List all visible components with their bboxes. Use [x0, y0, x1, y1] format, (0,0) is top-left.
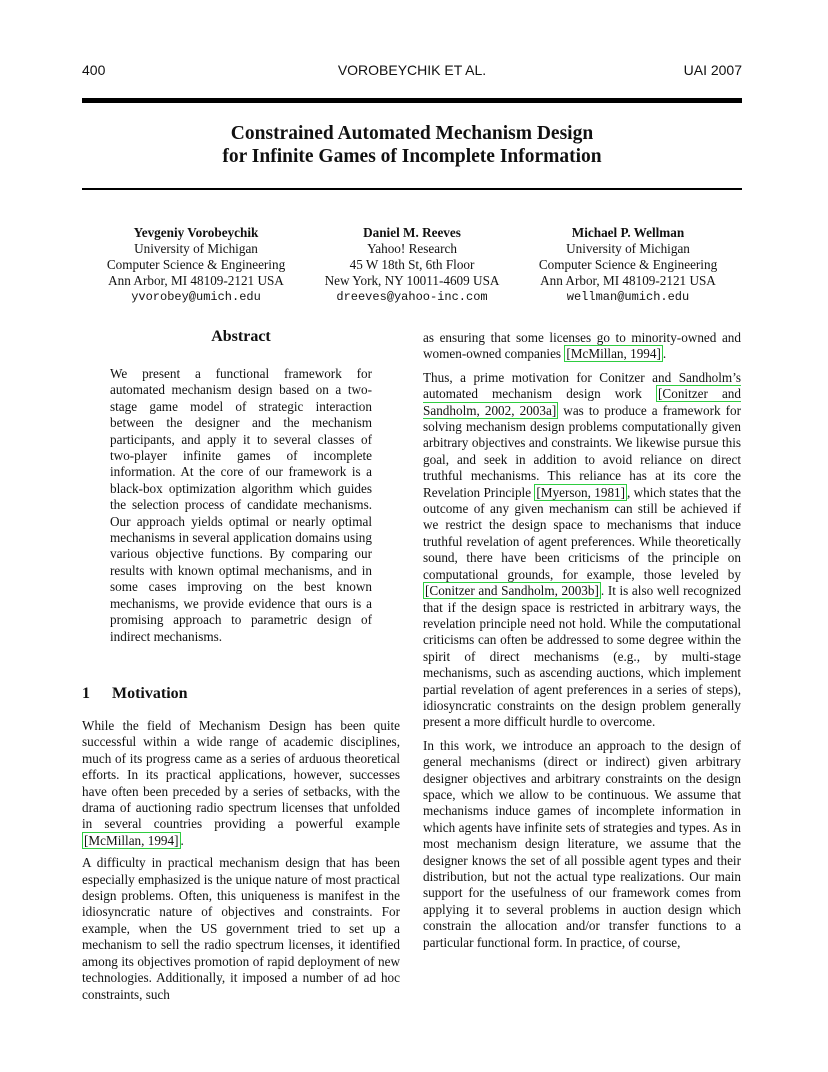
author-affiliation: University of Michigan	[566, 241, 690, 256]
author-name: Michael P. Wellman	[571, 225, 685, 240]
running-header	[82, 62, 742, 80]
citation-link[interactable]: [Conitzer and Sandholm, 2002, 2003a]	[423, 386, 741, 418]
author-email: dreeves@yahoo-inc.com	[336, 290, 488, 304]
author-affiliation: Yahoo! Research	[367, 241, 457, 256]
page-number: 400	[82, 62, 106, 78]
author-affiliation: Computer Science & Engineering	[106, 257, 286, 272]
citation-link[interactable]: [McMillan, 1994]	[566, 346, 661, 362]
left-column	[82, 718, 400, 1003]
section-number: 1	[82, 685, 90, 702]
author-email: wellman@umich.edu	[566, 290, 690, 304]
author-2	[310, 225, 514, 305]
title-rule	[82, 188, 742, 190]
author-email: yvorobey@umich.edu	[131, 290, 261, 304]
author-block	[82, 225, 742, 311]
title-line-1: Constrained Automated Mechanism Design	[230, 123, 594, 144]
citation-link[interactable]: [Conitzer and Sandholm, 2003b]	[425, 583, 599, 599]
author-affiliation: University of Michigan	[134, 241, 258, 256]
right-column	[423, 330, 741, 951]
abstract-heading: Abstract	[211, 328, 271, 345]
paragraph: In this work, we introduce an approach to the design of general mechanisms (direct or indirect) given arbitrary designer objectives and arbitrary constraints on the design space, which we allow to be continuous. We assume that mechanisms induce games of incomplete information in which agents have infinite sets of strategies and types. As in most mechanism design literature, we assume that the designer knows the set of all possible agent types and their distribution, but not the actual type realizations. Our main support for the usefulness of our framework comes from applying it to several problems in auction design which constrain the allocation and/or transfer functions to a particular functional form. In practice, of course,	[423, 737, 741, 950]
author-affiliation: Ann Arbor, MI 48109-2121 USA	[540, 273, 716, 288]
author-affiliation: Computer Science & Engineering	[538, 257, 718, 272]
author-affiliation: Ann Arbor, MI 48109-2121 USA	[108, 273, 284, 288]
section-heading	[82, 685, 188, 703]
paragraph: Thus, a prime motivation for Conitzer and Sandholm’s automated mechanism design work [Conitzer and Sandholm, 2002, 2003a] was to produce a framework for solving mechanism design problems computationally given arbitrary objectives and constraints. We likewise pursue this goal, and seek in addition to avoid reliance on direct truthful mechanisms. This reliance has at its core the Revelation Principle [Myerson, 1981] , which states that the outcome of any given mechanism can still be achieved if we restrict the design space to mechanisms that induce truthful revelation of agent preferences. While theoretically sound, there have been criticisms of the principle on computational grounds, for example, those leveled by [Conitzer and Sandholm, 2003b] . It is also well recognized that if the design space is restricted in arbitrary ways, the revelation principle need not hold. While the computational criticisms can often be addressed to some degree within the spirit of direct mechanisms (e.g., by multi-stage mechanisms, such as ascending auctions, which implement partial revelation of agent preferences in a series of steps), idiosyncratic constraints on the design problem generally present a more difficult hurdle to overcome.	[423, 369, 741, 730]
author-name: Yevgeniy Vorobeychik	[133, 225, 259, 240]
citation-link[interactable]: [Myerson, 1981]	[536, 484, 626, 500]
author-affiliation: New York, NY 10011-4609 USA	[324, 273, 500, 288]
abstract-text: We present a functional framework for automated mechanism design based on a two-stage game model of strategic interaction between the designer and the mechanism participants, and apply it to several classes of two-player infinite games of incomplete information. At the core of our framework is a black-box optimization algorithm which guides the selection process of candidate mechanisms. Our approach yields optimal or nearly optimal mechanisms in several application domains using various objective functions. By comparing our results with known optimal mechanisms, and in some cases improving on the best known mechanisms, we provide evidence that ours is a promising approach to parametric design of indirect mechanisms.	[110, 366, 372, 644]
author-3	[522, 225, 734, 305]
top-rule	[82, 98, 742, 103]
paragraph: While the field of Mechanism Design has been quite successful within a wide range of academic disciplines, much of its progress came as a series of arduous theoretical efforts. In its practical applications, however, successes have often been preceded by a series of setbacks, with the drama of auctioning radio spectrum licenses that unfolded in several countries providing a powerful example [McMillan, 1994] .	[82, 718, 400, 848]
citation-link[interactable]: [McMillan, 1994]	[84, 832, 179, 848]
author-1	[90, 225, 302, 305]
venue-label: UAI 2007	[683, 62, 742, 78]
abstract-body	[110, 366, 372, 645]
title-line-2: for Infinite Games of Incomplete Information	[222, 146, 602, 167]
paragraph: A difficulty in practical mechanism design that has been especially emphasized is the unique nature of most practical design problems. Often, this uniqueness is manifest in the idiosyncratic nature of objectives and constraints. For example, when the US government tried to set up a mechanism to sell the radio spectrum licenses, it identified among its objectives promotion of rapid deployment of new technologies. Additionally, it imposed a number of ad hoc constraints, such	[82, 855, 400, 1002]
section-title: Motivation	[112, 685, 188, 702]
running-authors: VOROBEYCHIK ET AL.	[337, 62, 487, 78]
author-name: Daniel M. Reeves	[363, 225, 461, 240]
paragraph: as ensuring that some licenses go to minority-owned and women-owned companies [McMillan, 1994] .	[423, 330, 741, 362]
author-affiliation: 45 W 18th St, 6th Floor	[349, 257, 475, 272]
paper-title	[82, 122, 742, 168]
